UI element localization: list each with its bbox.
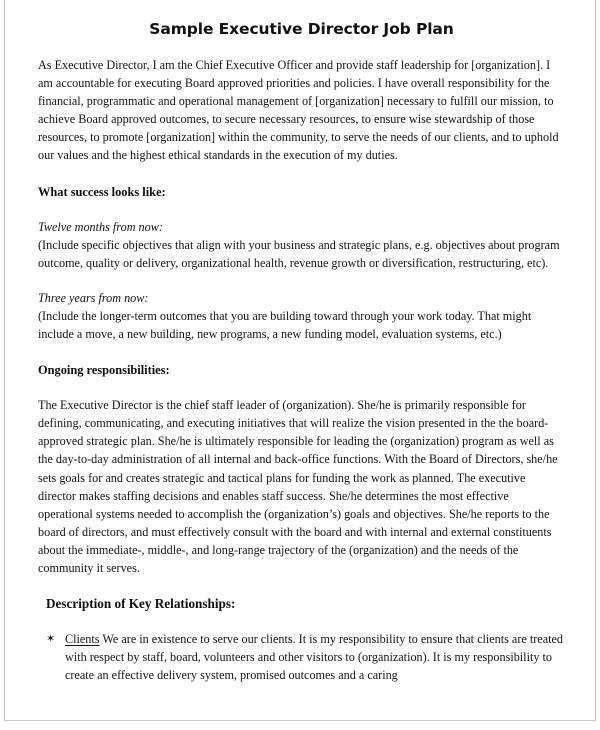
text-three-years-from-now: (Include the longer-term outcomes that you are building toward through your work today. That might include a move, a new building, new programs, a new funding model, evaluation systems, etc.) — [38, 308, 532, 342]
spacer — [38, 201, 565, 218]
heading-description-of-key-relationships: Description of Key Relationships: — [46, 596, 236, 612]
heading-ongoing-responsibilities: Ongoing responsibilities: — [38, 363, 170, 378]
list-item-term: Clients — [65, 632, 100, 647]
spacer — [38, 165, 565, 183]
intro-paragraph: As Executive Director, I am the Chief Executive Officer and provide staff leadership for [organization]. I am accountable for executing Board approved priorities and policies. I have overall responsibility for the financial, programmatic and operational management of [organization] necessary to fulfill our mission, to achieve Board approved outcomes, to secure necessary resources, to ensure wise stewardship of those resources, to promote [organization] within the community, to serve the needs of our clients, and to uphold our values and the highest ethical standards in the execution of my duties. — [38, 58, 559, 163]
page-title: Sample Executive Director Job Plan — [149, 20, 454, 38]
text-ongoing-responsibilities: The Executive Director is the chief staff leader of (organization). She/he is primarily responsible for defining, communicating, and executing initiatives that will realize the vision presented in the the board-approved strategic plan. She/he is ultimately responsible for leading the (organization) program as well as the day-to-day administration of all internal and back-office functions. With the Board of Directors, she/he sets goals for and creates strategic and tactical plans for funding the work as planned. The executive director makes staffing decisions and enables staff success. She/he determines the most effective operational systems needed to accomplish the (organization’s) goals and objectives. She/he reports to the board of directors, and must effectively consult with the board and with internal and external constituents about the immediate-, middle-, and long-range trajectory of the (organization) and the needs of the community it serves. — [38, 398, 558, 575]
list-item — [38, 630, 565, 684]
label-three-years-from-now: Three years from now: — [38, 290, 149, 305]
key-relationships-list — [38, 630, 565, 684]
spacer — [38, 38, 565, 56]
spacer — [38, 613, 565, 630]
spacer — [38, 272, 565, 289]
spacer — [38, 577, 565, 595]
spacer — [38, 343, 565, 361]
star-bullet-icon: ✶ — [46, 633, 56, 646]
list-item-text: We are in existence to serve our clients. It is my responsibility to ensure that clients are treated with respect by staff, board, volunteers and other visitors to (organization). It is my responsibility to create an effective delivery system, promised outcomes and a caring — [65, 632, 564, 683]
spacer — [38, 379, 565, 396]
label-twelve-months-from-now: Twelve months from now: — [38, 219, 163, 234]
document-page — [4, 0, 596, 721]
text-twelve-months-from-now: (Include specific objectives that align with your business and strategic plans, e.g. objectives about program outcome, quality or delivery, organizational health, revenue growth or diversification, restructuring, etc). — [38, 237, 560, 270]
document-body — [5, 20, 595, 684]
heading-what-success-looks-like: What success looks like: — [38, 184, 166, 199]
